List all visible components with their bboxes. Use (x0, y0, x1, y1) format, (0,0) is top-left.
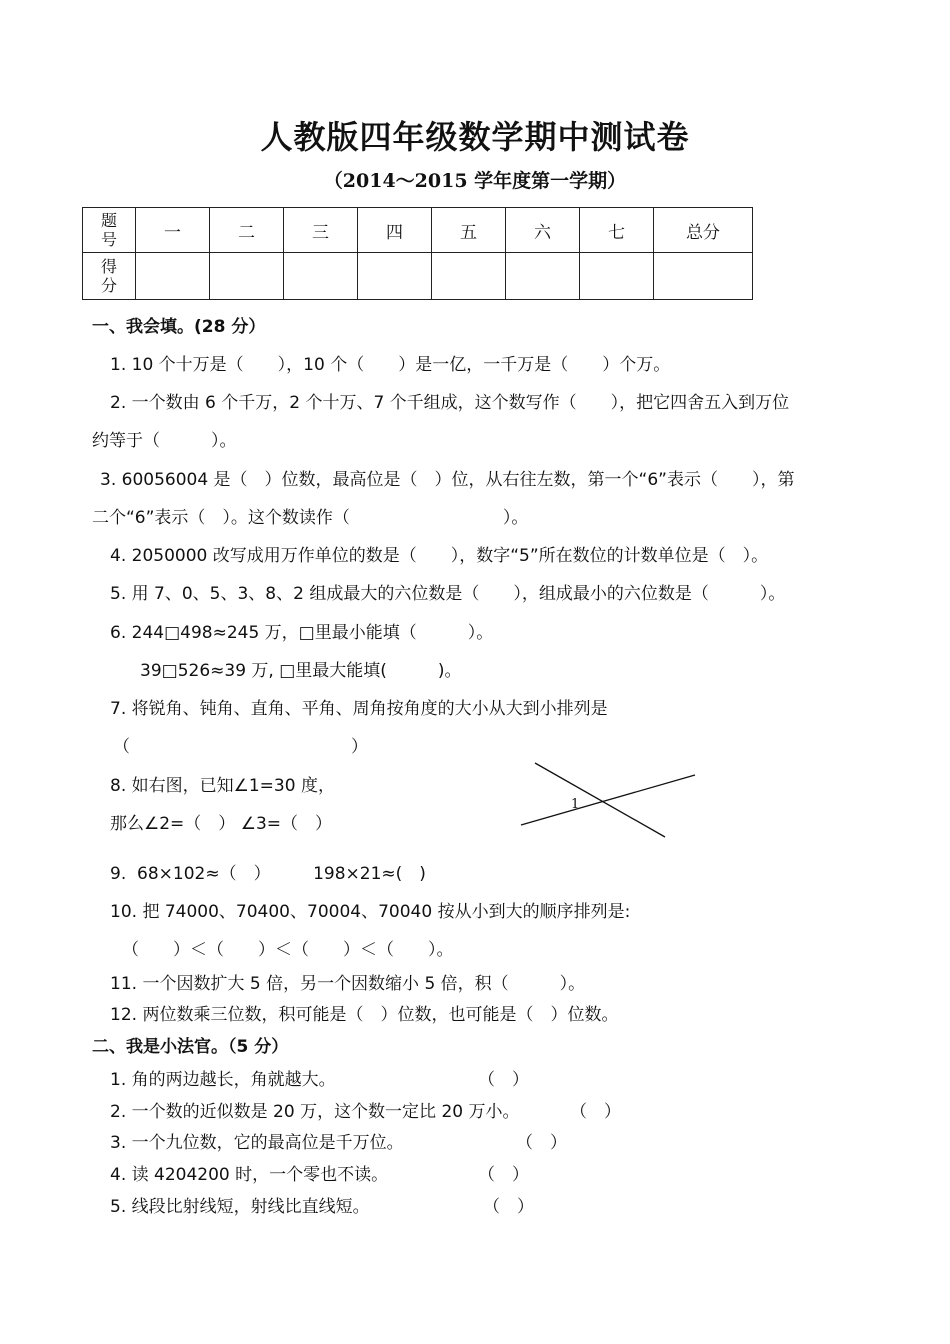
question-line: 39□526≈39 万, □里最大能填( )。 (140, 661, 462, 681)
question-line: 9. 68×102≈（ ） 198×21≈( ) (110, 864, 426, 884)
column-header: 四 (358, 208, 432, 253)
page-title: 人教版四年级数学期中测试卷 (260, 118, 690, 156)
score-cell[interactable] (210, 253, 284, 300)
intersecting-lines-figure (515, 755, 700, 845)
judge-item-blank[interactable]: （ ） (516, 1133, 567, 1153)
judge-item-blank[interactable]: （ ） (570, 1102, 621, 1122)
score-cell[interactable] (136, 253, 210, 300)
score-table-score-row (83, 253, 753, 300)
question-line: （ ）＜（ ）＜（ ）＜（ ）。 (122, 940, 454, 960)
row-header-question-number (83, 208, 136, 253)
question-line: （ ） (113, 737, 368, 757)
question-line: 5. 用 7、0、5、3、8、2 组成最大的六位数是（ ），组成最小的六位数是（ ）。 (110, 584, 786, 604)
score-cell[interactable] (358, 253, 432, 300)
score-cell[interactable] (654, 253, 753, 300)
column-header: 三 (284, 208, 358, 253)
judge-item-text: 5. 线段比射线短，射线比直线短。 (110, 1197, 370, 1217)
judge-item-blank[interactable]: （ ） (478, 1165, 529, 1185)
angle-1-label: 1 (571, 797, 580, 812)
row-header-char: 分 (100, 276, 117, 295)
page-subtitle: （2014～2015 学年度第一学期） (323, 170, 627, 192)
judge-item-text: 4. 读 4204200 时，一个零也不读。 (110, 1165, 389, 1185)
score-table (82, 207, 753, 300)
row-header-char: 号 (100, 230, 117, 249)
question-line: 6. 244□498≈245 万，□里最小能填（ ）。 (110, 623, 494, 643)
row-header-score (83, 253, 136, 300)
judge-item-text: 2. 一个数的近似数是 20 万，这个数一定比 20 万小。 (110, 1102, 520, 1122)
score-table-header-row (83, 208, 753, 253)
column-header: 二 (210, 208, 284, 253)
judge-item-text: 3. 一个九位数，它的最高位是千万位。 (110, 1133, 404, 1153)
question-line: 12. 两位数乘三位数，积可能是（ ）位数，也可能是（ ）位数。 (110, 1005, 619, 1025)
score-cell[interactable] (432, 253, 506, 300)
question-line: 1. 10 个十万是（ ），10 个（ ）是一亿，一千万是（ ）个万。 (110, 355, 671, 375)
row-header-char: 得 (100, 257, 117, 276)
score-cell[interactable] (506, 253, 580, 300)
column-header: 七 (580, 208, 654, 253)
column-header: 六 (506, 208, 580, 253)
question-line: 那么∠2=（ ） ∠3=（ ） (110, 814, 333, 834)
column-header: 一 (136, 208, 210, 253)
question-line: 7. 将锐角、钝角、直角、平角、周角按角度的大小从大到小排列是 (110, 699, 608, 719)
judge-item-text: 1. 角的两边越长，角就越大。 (110, 1070, 336, 1090)
column-header: 五 (432, 208, 506, 253)
question-line: 二个“6”表示（ ）。这个数读作（ ）。 (92, 508, 529, 528)
question-line: 11. 一个因数扩大 5 倍，另一个因数缩小 5 倍，积（ ）。 (110, 974, 586, 994)
row-header-char: 题 (100, 211, 117, 230)
question-line: 2. 一个数由 6 个千万，2 个十万、7 个千组成，这个数写作（ ），把它四舍五入到万位 (110, 393, 790, 413)
section-1-heading: 一、我会填。(28 分） (92, 317, 266, 337)
section-2-heading: 二、我是小法官。（5 分） (92, 1037, 289, 1057)
line-b (535, 763, 665, 837)
score-cell[interactable] (580, 253, 654, 300)
question-line: 8. 如右图，已知∠1=30 度， (110, 776, 335, 796)
judge-item-blank[interactable]: （ ） (483, 1197, 534, 1217)
question-line: 10. 把 74000、70400、70004、70040 按从小到大的顺序排列是: (110, 902, 631, 922)
line-a (521, 775, 695, 825)
question-line: 约等于（ ）。 (92, 431, 237, 451)
column-header: 总分 (654, 208, 753, 253)
score-cell[interactable] (284, 253, 358, 300)
question-line: 4. 2050000 改写成用万作单位的数是（ ），数字“5”所在数位的计数单位是（ ）。 (110, 546, 769, 566)
question-line: 3. 60056004 是（ ）位数，最高位是（ ）位，从右往左数，第一个“6”表示（ ），第 (100, 470, 795, 490)
judge-item-blank[interactable]: （ ） (478, 1070, 529, 1090)
